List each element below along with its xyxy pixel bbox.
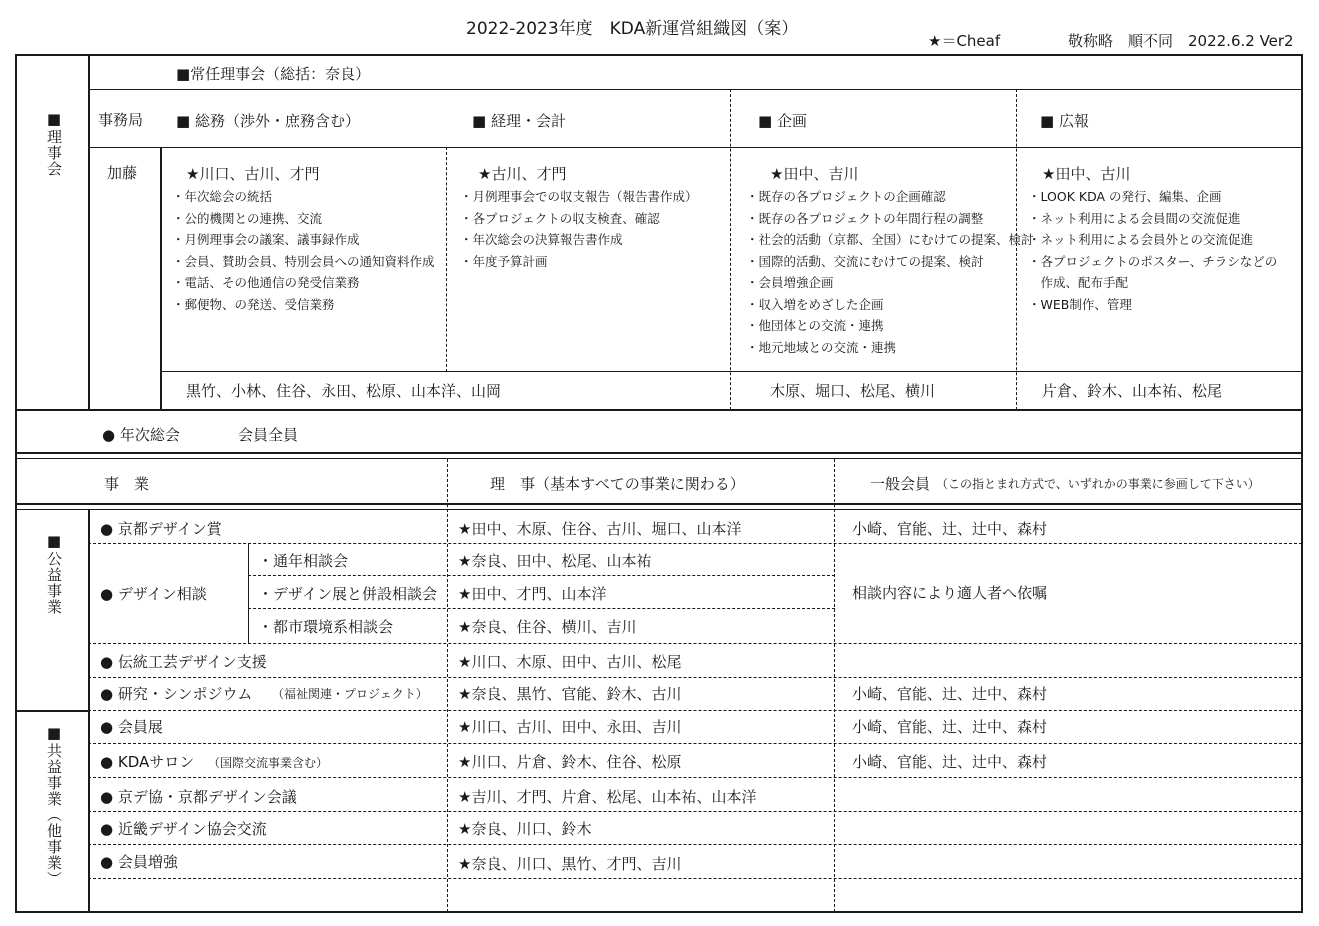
project-research-note: （福祉関連・プロジェクト） [272,687,428,701]
list-item: ・公的機関との連携、交流 [172,210,323,226]
members-general-accounting: 黒竹、小林、住谷、永田、松原、山本洋、山岡 [186,382,502,400]
project-traditional-craft: ● 伝統工芸デザイン支援 [100,653,267,671]
project-member-exhibition: ● 会員展 [100,718,163,736]
members-planning: 木原、堀口、松尾、横川 [770,382,936,400]
directors-kda-salon: ★川口、片倉、鈴木、住谷、松原 [458,753,682,771]
list-item: ・既存の各プロジェクトの企画確認 [746,189,946,204]
public-side-label: ■公益事業 [45,532,63,615]
members-research-symposium: 小崎、官能、辻、辻中、森村 [852,685,1048,703]
directors-exhibition: ★田中、才門、山本洋 [458,585,607,603]
members-kyoto-design-award: 小崎、官能、辻、辻中、森村 [852,520,1048,538]
directors-member-growth: ★奈良、川口、黒竹、才門、吉川 [458,855,682,873]
list-item: ・会員、賛助会員、特別会員への通知資料作成 [172,253,435,269]
list-item: ・電話、その他通信の発受信業務 [172,275,360,290]
sub-year-round: ・通年相談会 [258,552,349,570]
directors-kyoto-design-award: ★田中、木原、住谷、古川、堀口、山本洋 [458,520,742,538]
tasks-general-affairs [172,186,435,315]
sub-urban: ・都市環境系相談会 [258,618,394,636]
list-item: ・年次総会の統括 [172,189,273,204]
sub-exhibition: ・デザイン展と併設相談会 [258,585,437,603]
chief-pr: ★田中、古川 [1042,165,1131,183]
project-member-growth: ● 会員増強 [100,853,178,871]
list-item: 作成、配布手配 [1028,275,1129,290]
list-item: ・ネット利用による会員外との交流促進 [1028,232,1254,247]
directors-research-symposium: ★奈良、黒竹、官能、鈴木、古川 [458,685,682,703]
members-member-exhibition: 小崎、官能、辻、辻中、森村 [852,718,1048,736]
project-kyoto-design-council: ● 京デ協・京都デザイン会議 [100,788,297,806]
list-item: ・収入増をめざした企画 [746,296,884,312]
dept-accounting: ■ 経理・会計 [472,112,566,130]
list-item: ・社会的活動（京都、全国）にむけての提案、検討 [746,232,1034,247]
members-pr: 片倉、鈴木、山本祐、松尾 [1042,382,1223,400]
dept-pr: ■ 広報 [1040,112,1089,130]
directors-member-exhibition: ★川口、古川、田中、永田、吉川 [458,718,682,736]
project-research-symposium: ● 研究・シンポジウム [100,685,253,703]
chief-general-affairs: ★川口、古川、才門 [186,165,320,183]
project-kyoto-design-award: ● 京都デザイン賞 [100,520,222,538]
list-item: ・月例理事会の議案、議事録作成 [172,232,360,247]
directors-kyoto-design-council: ★吉川、才門、片倉、松尾、山本祐、山本洋 [458,788,757,806]
list-item: ・年次総会の決算報告書作成 [460,232,623,247]
page-title: 2022-2023年度 KDA新運営組織図（案） [466,19,799,39]
dept-general-affairs: ■ 総務（渉外・庶務含む） [176,112,360,130]
board-side-label: ■理事会 [45,110,63,177]
list-item: ・LOOK KDA の発行、編集、企画 [1028,189,1222,204]
secretariat-label: 事務局 [98,111,144,129]
list-item: ・会員増強企画 [746,275,834,290]
header-general-note: （この指とまれ方式で、いずれかの事業に参画して下さい） [936,477,1260,491]
mutual-side-label: ■共益事業（他事業） [45,724,63,887]
list-item: ・他団体との交流・連携 [746,318,884,333]
list-item: ・地元地域との交流・連携 [746,339,897,355]
general-meeting-label: ● 年次総会 [102,426,180,444]
directors-year-round: ★奈良、田中、松尾、山本祐 [458,552,652,570]
chief-planning: ★田中、吉川 [770,165,859,183]
dept-planning: ■ 企画 [758,112,807,130]
list-item: ・既存の各プロジェクトの年間行程の調整 [746,210,984,226]
header-business: 事 業 [104,475,150,493]
list-item: ・WEB制作、管理 [1028,296,1132,312]
header-directors: 理 事（基本すべての事業に関わる） [490,475,745,493]
version-note: 敬称略 順不同 2022.6.2 Ver2 [1068,32,1294,50]
tasks-planning [746,186,1034,358]
list-item: ・各プロジェクトのポスター、チラシなどの [1028,253,1278,269]
project-kinki-exchange: ● 近畿デザイン協会交流 [100,820,267,838]
secretariat-person: 加藤 [107,164,138,182]
legend-note: ★＝Cheaf [928,32,1001,50]
tasks-pr [1028,186,1277,315]
list-item: ・各プロジェクトの収支検査、確認 [460,210,660,226]
directors-urban: ★奈良、住谷、横川、吉川 [458,618,637,636]
general-meeting-members: 会員全員 [238,426,299,444]
header-general-members: 一般会員 [870,475,931,493]
chief-accounting: ★古川、才門 [478,165,567,183]
executive-board: ■常任理事会（総括：奈良） [176,65,371,83]
members-design-consultation: 相談内容により適人者へ依嘱 [852,584,1048,602]
project-kda-salon: ● KDAサロン [100,753,195,771]
list-item: ・ネット利用による会員間の交流促進 [1028,210,1241,226]
directors-traditional-craft: ★川口、木原、田中、古川、松尾 [458,653,682,671]
tasks-accounting [460,186,698,272]
members-kda-salon: 小崎、官能、辻、辻中、森村 [852,753,1048,771]
list-item: ・国際的活動、交流にむけての提案、検討 [746,253,984,269]
project-kda-salon-note: （国際交流事業含む） [208,756,329,770]
list-item: ・月例理事会での収支報告（報告書作成） [460,189,698,204]
project-design-consultation: ● デザイン相談 [100,585,207,603]
list-item: ・郵便物、の発送、受信業務 [172,296,335,312]
list-item: ・年度予算計画 [460,253,548,269]
directors-kinki-exchange: ★奈良、川口、鈴木 [458,820,592,838]
